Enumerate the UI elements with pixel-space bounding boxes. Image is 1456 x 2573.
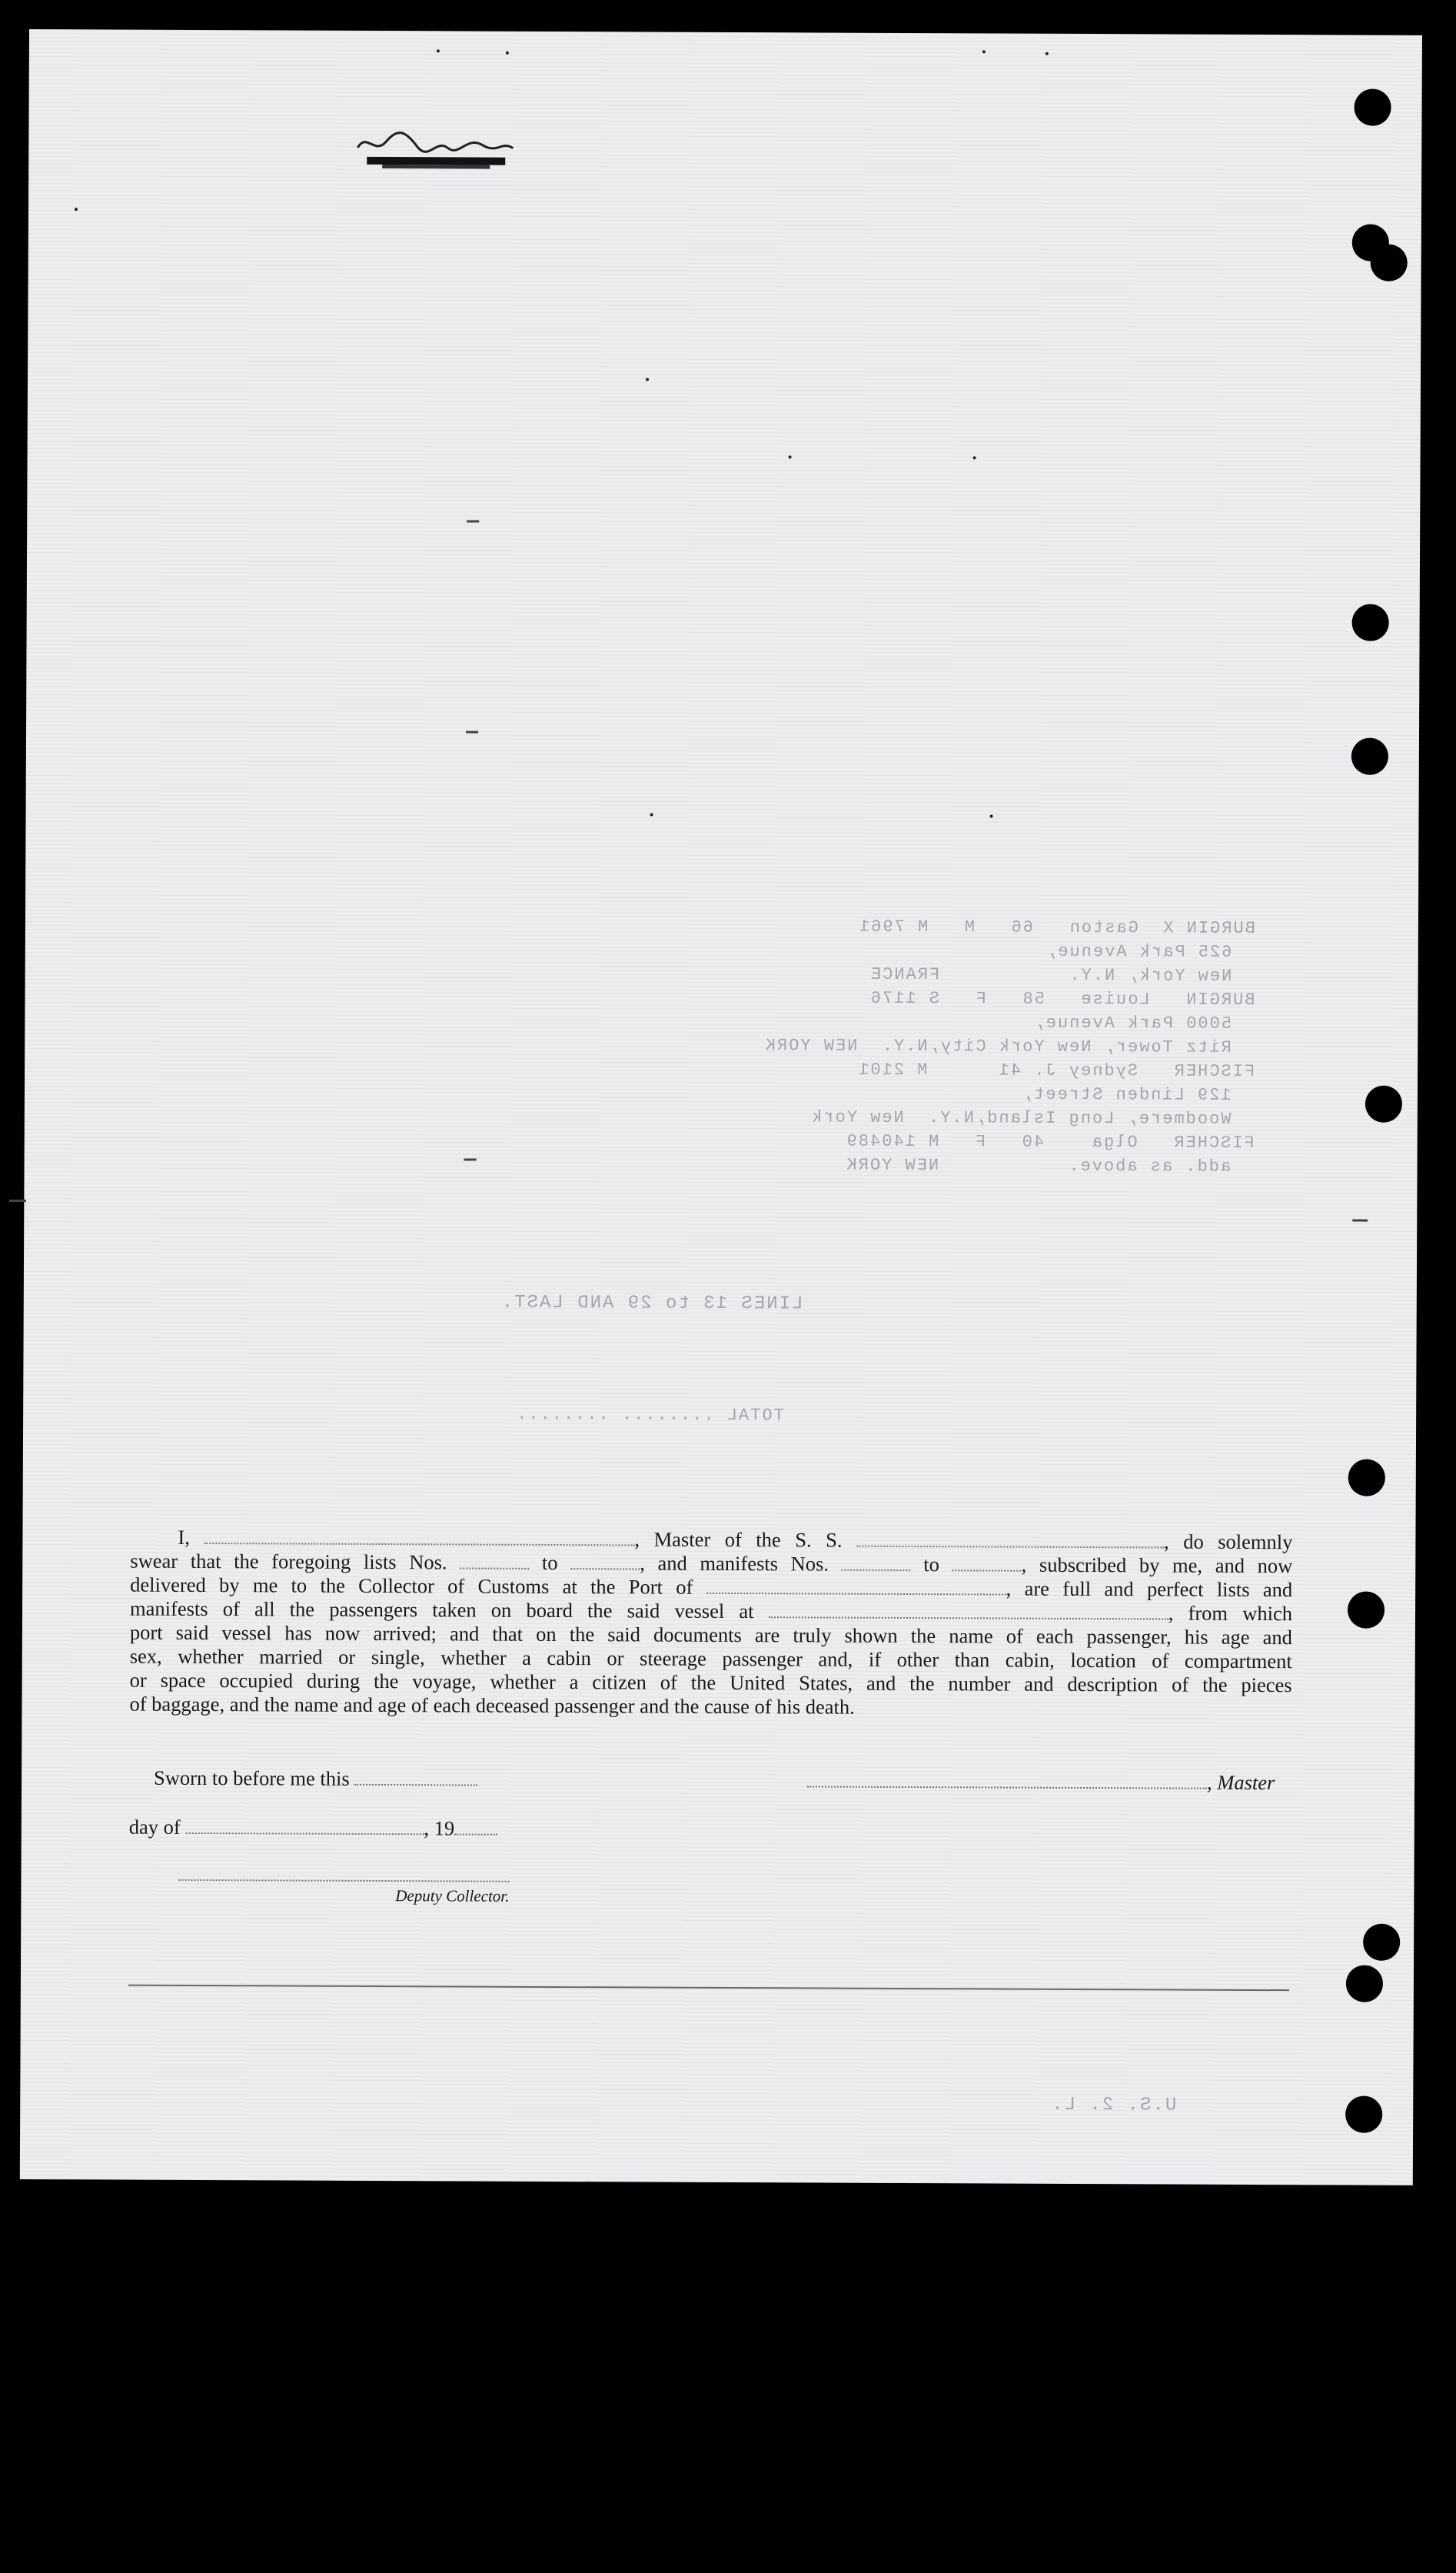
oath-text: I, — [178, 1525, 190, 1549]
punch-hole — [1371, 245, 1408, 281]
paper-speck — [982, 50, 986, 53]
blank-month — [185, 1820, 424, 1835]
bleed-through-line: 5000 Park Avenue, — [1032, 1013, 1255, 1034]
bleed-through-text — [454, 915, 1255, 1211]
bottom-rule — [128, 1985, 1289, 1992]
deputy-label: Deputy Collector. — [395, 1886, 510, 1906]
paper-speck — [437, 49, 440, 52]
oath-text: manifests of all the passengers taken on board the said vessel at — [129, 1596, 754, 1623]
master-oath — [129, 1526, 1292, 1722]
bleed-through-line: FISCHER Olga 40 F M 140489 — [845, 1131, 1255, 1153]
blank-list-to — [570, 1556, 640, 1569]
paper-speck — [973, 456, 976, 459]
punch-hole — [1352, 604, 1389, 641]
paper-speck — [789, 455, 792, 458]
punch-hole — [1345, 2095, 1382, 2132]
bleed-through-line: Woodmere, Long Island,N.Y. New York — [810, 1107, 1255, 1129]
handwritten-stamp — [351, 125, 520, 179]
oath-text: to — [541, 1550, 558, 1575]
edge-mark — [9, 1200, 26, 1202]
sworn-line — [154, 1766, 477, 1792]
paper-speck — [1045, 52, 1049, 55]
punch-hole — [1354, 89, 1391, 126]
bleed-through-line: Ritz Tower, New York City,N.Y. NEW YORK — [763, 1036, 1255, 1057]
manifest-page — [20, 29, 1422, 2185]
paper-speck — [506, 52, 509, 55]
paper-speck — [650, 814, 653, 817]
margin-mark — [467, 520, 479, 522]
oath-line: sex, whether married or single, whether a cabin or steerage passenger and, if other than cabin, location of compartment — [129, 1644, 1292, 1673]
bleed-through-total: TOTAL ........ ........ — [515, 1404, 784, 1426]
margin-mark — [466, 731, 478, 733]
punch-hole — [1346, 1965, 1383, 2002]
punch-hole — [1348, 1460, 1385, 1496]
blank-year — [454, 1821, 497, 1835]
oath-text: , and manifests Nos. — [640, 1551, 829, 1576]
bleed-through-line: BURGIN X Gaston 66 M M 7961 — [857, 917, 1255, 938]
oath-line: of baggage, and the name and age of each deceased passenger and the cause of his death. — [129, 1692, 855, 1719]
oath-text: , are full and perfect lists and — [1006, 1576, 1293, 1602]
paper-speck — [75, 208, 78, 211]
bleed-through-line: New York, N.Y. FRANCE — [869, 964, 1255, 986]
bleed-through-line: 129 Linden Street, — [1020, 1084, 1255, 1105]
bleed-through-line: BURGIN Louise 58 F S 1176 — [869, 988, 1255, 1010]
day-label: day of — [128, 1815, 181, 1839]
blank-list-from — [460, 1555, 529, 1569]
deputy-signature-line — [178, 1879, 509, 1882]
blank-departure-port — [769, 1604, 1168, 1619]
paper-speck — [990, 814, 993, 817]
bleed-through-page-code: U.S. 2. L. — [1050, 2094, 1177, 2116]
blank-port — [706, 1580, 1006, 1596]
sworn-label: Sworn to before me this — [154, 1766, 350, 1790]
punch-hole — [1363, 1924, 1400, 1961]
day-of-line — [129, 1816, 497, 1841]
blank-sworn-date — [354, 1772, 477, 1786]
year-label: , 19 — [424, 1816, 455, 1840]
deputy-collector — [178, 1879, 509, 1906]
oath-text: , Master of the S. S. — [634, 1527, 843, 1552]
blank-ship-name — [856, 1533, 1164, 1549]
oath-text: , do solemnly — [1164, 1529, 1293, 1554]
blank-master-name — [204, 1530, 634, 1546]
bleed-through-line: FISCHER Sydney J. 41 M 2101 — [857, 1060, 1255, 1081]
oath-line: port said vessel has now arrived; and that on the said documents are truly shown the name of each passenger, his age and — [129, 1620, 1292, 1649]
oath-text: delivered by me to the Collector of Customs at the Port of — [130, 1573, 693, 1599]
oath-text: to — [923, 1553, 940, 1576]
blank-manifest-to — [952, 1557, 1022, 1571]
blank-manifest-from — [842, 1557, 911, 1571]
oath-text: , from which — [1168, 1601, 1293, 1626]
oath-line: or space occupied during the voyage, whether a citizen of the United States, and the number and description of the pieces — [129, 1668, 1292, 1697]
punch-hole — [1348, 1592, 1385, 1629]
bleed-through-line: add. as above. NEW YORK — [845, 1155, 1255, 1177]
bleed-through-line: 625 Park Avenue, — [1045, 941, 1255, 962]
bleed-through-footer: LINES 13 to 29 AND LAST. — [500, 1292, 803, 1315]
master-signature — [807, 1769, 1275, 1795]
paper-speck — [646, 378, 649, 381]
punch-hole — [1351, 738, 1388, 775]
master-label: , Master — [1207, 1770, 1275, 1795]
oath-text: , subscribed by me, and now — [1021, 1553, 1293, 1578]
blank-master-signature — [807, 1773, 1207, 1789]
margin-mark — [1352, 1220, 1368, 1222]
oath-text: swear that the foregoing lists Nos. — [130, 1549, 447, 1574]
punch-hole — [1365, 1086, 1402, 1123]
